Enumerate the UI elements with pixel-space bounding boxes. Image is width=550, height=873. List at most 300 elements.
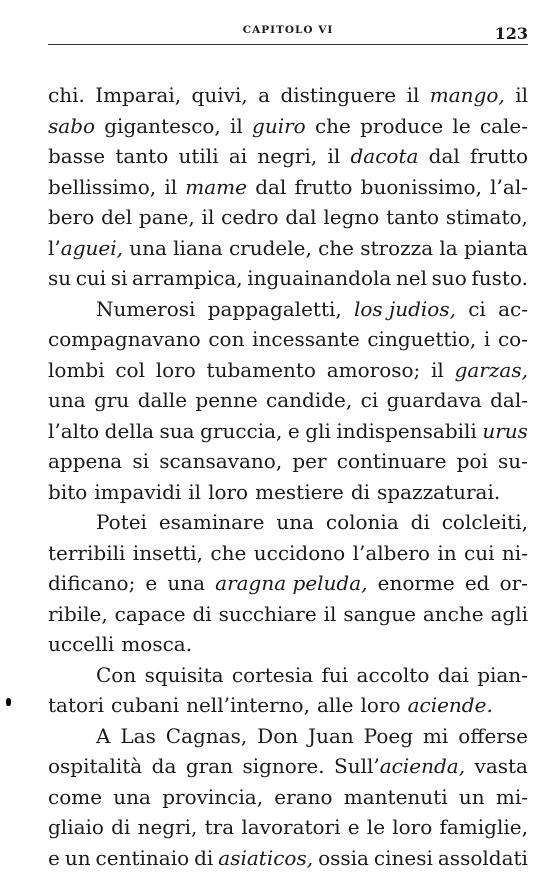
word-text: su — [48, 266, 71, 290]
word-text: che — [318, 236, 354, 260]
word — [111, 812, 130, 843]
word-text: dai — [438, 663, 469, 687]
word — [490, 172, 528, 203]
word — [274, 782, 332, 813]
word — [115, 355, 145, 386]
word — [252, 111, 306, 142]
word — [458, 721, 528, 752]
word-text: loro — [208, 480, 248, 504]
word — [348, 812, 360, 843]
word — [188, 477, 201, 508]
word-text: che — [315, 114, 351, 138]
word-text: pian- — [477, 663, 528, 687]
italic-term: aciende. — [408, 693, 493, 717]
text-line — [48, 294, 528, 325]
word — [208, 294, 342, 325]
word-text: anche — [423, 602, 484, 626]
text-line — [48, 538, 528, 569]
text-line — [48, 355, 528, 386]
word-text: fui — [322, 663, 349, 687]
word-text: crudele, — [229, 236, 312, 260]
word — [166, 721, 247, 752]
word — [266, 385, 352, 416]
word-text: del — [101, 205, 132, 229]
word-text: nel — [396, 266, 427, 290]
word-text: uccidono — [254, 541, 345, 565]
word — [48, 233, 123, 264]
word — [484, 324, 490, 355]
word-text: le — [452, 114, 470, 138]
word-text: una — [167, 571, 205, 595]
word-text: tatori — [48, 693, 104, 717]
word-text: a — [258, 83, 270, 107]
word-text: gli — [305, 419, 331, 443]
word — [101, 202, 132, 233]
word-text: tanto — [115, 144, 168, 168]
word — [247, 263, 391, 294]
text-line — [48, 721, 528, 752]
word-text: Poeg — [364, 724, 413, 748]
word — [351, 141, 419, 172]
word-text: di — [111, 815, 130, 839]
word — [439, 233, 457, 264]
word-text: or- — [500, 571, 528, 595]
word — [327, 355, 421, 386]
word — [162, 782, 263, 813]
word — [336, 416, 476, 447]
word — [139, 202, 195, 233]
word — [343, 599, 416, 630]
word — [285, 202, 316, 233]
word — [104, 111, 221, 142]
word-text: la — [439, 236, 457, 260]
italic-term: garzas, — [455, 358, 528, 382]
word-text: compagnavano — [48, 327, 201, 351]
word — [48, 141, 105, 172]
word-text: cui — [464, 541, 494, 565]
word-text: spazzaturai. — [377, 480, 500, 504]
word — [378, 568, 455, 599]
word — [446, 202, 528, 233]
word — [452, 111, 470, 142]
word-text: ci — [468, 297, 486, 321]
word-text: di — [194, 846, 213, 870]
word-text: mi- — [496, 785, 528, 809]
word-text: mi — [423, 724, 448, 748]
word — [255, 477, 344, 508]
word — [361, 690, 401, 721]
word — [423, 721, 448, 752]
word — [327, 141, 340, 172]
word — [317, 690, 354, 721]
word-text: Don — [257, 724, 298, 748]
word — [138, 385, 187, 416]
word-text: ospitalità — [48, 754, 142, 778]
text-line — [48, 385, 528, 416]
word-text: e — [348, 815, 360, 839]
word-text: Potei — [96, 510, 147, 534]
word-text: A — [96, 724, 110, 748]
word — [48, 812, 104, 843]
word-text: negri, — [257, 144, 317, 168]
word — [254, 538, 345, 569]
word — [48, 416, 99, 447]
word — [411, 507, 430, 538]
word — [392, 812, 432, 843]
word — [129, 233, 167, 264]
word-text: su- — [498, 449, 528, 473]
word-text: gliaio — [48, 815, 104, 839]
word-text: si — [111, 266, 128, 290]
italic-term: dacota — [351, 144, 419, 168]
word — [374, 843, 433, 873]
word-text: come — [48, 785, 102, 809]
word — [361, 172, 482, 203]
italic-term: aguei, — [61, 236, 123, 260]
word — [48, 385, 86, 416]
word — [160, 416, 195, 447]
word-text: gigantesco, — [104, 114, 221, 138]
word-text: legno — [323, 205, 379, 229]
word — [468, 294, 486, 325]
italic-term: mame — [185, 175, 247, 199]
word — [96, 843, 190, 873]
word — [464, 538, 494, 569]
word — [498, 294, 528, 325]
word-text: esaminare — [159, 510, 265, 534]
word-text: capace — [115, 602, 186, 626]
word-text: l’ — [48, 236, 61, 260]
word — [208, 477, 248, 508]
text-line — [48, 416, 528, 447]
word — [387, 385, 482, 416]
word — [145, 568, 157, 599]
word — [48, 446, 122, 477]
word — [423, 599, 484, 630]
word — [230, 111, 243, 142]
text-line — [48, 324, 528, 355]
word — [490, 385, 528, 416]
word-text: arrampica, — [132, 266, 243, 290]
word-text: gran — [186, 754, 233, 778]
word — [500, 568, 528, 599]
word-text: una — [276, 510, 314, 534]
word — [48, 843, 60, 873]
word-text: liana — [173, 236, 223, 260]
word-text: e — [145, 571, 157, 595]
word-text: sua — [160, 419, 195, 443]
word-text: tanto — [386, 205, 439, 229]
word-text: tra — [205, 815, 235, 839]
word — [96, 660, 136, 691]
text-line — [48, 141, 528, 172]
word-text: dalle — [138, 388, 187, 412]
word — [48, 782, 102, 813]
word-text: penne — [195, 388, 257, 412]
word — [205, 812, 235, 843]
text-line — [48, 80, 528, 111]
word — [257, 721, 298, 752]
word — [471, 263, 528, 294]
word-text: della — [105, 419, 154, 443]
word-text: un — [65, 846, 91, 870]
word-text: quivi, — [192, 83, 248, 107]
word — [202, 202, 215, 233]
word — [334, 751, 465, 782]
word-text: ed — [465, 571, 490, 595]
word-text: loro — [156, 358, 196, 382]
word-text: loro — [392, 815, 432, 839]
word — [357, 660, 430, 691]
word — [48, 263, 71, 294]
word — [96, 721, 110, 752]
word-text: gruccia, — [200, 419, 282, 443]
word — [457, 446, 488, 477]
word-text: vasta — [475, 754, 528, 778]
word — [48, 172, 156, 203]
word-text: che — [210, 541, 246, 565]
word — [305, 416, 331, 447]
word-text: utili — [178, 144, 218, 168]
word-text: Imparai, — [95, 83, 181, 107]
text-line — [48, 172, 528, 203]
word — [288, 416, 300, 447]
word-text: enorme — [378, 571, 455, 595]
text-line — [48, 782, 528, 813]
word-text: dal- — [490, 388, 528, 412]
word-text: e — [288, 419, 300, 443]
word-text: Numerosi — [96, 297, 195, 321]
word-text: nell’interno, — [186, 693, 310, 717]
word — [323, 202, 379, 233]
word — [215, 568, 367, 599]
word-text: co- — [498, 327, 528, 351]
word — [229, 141, 247, 172]
word-text: impavidi — [94, 480, 181, 504]
word-text: da — [152, 754, 177, 778]
word-text: cortesia — [232, 663, 313, 687]
word — [185, 172, 247, 203]
word — [173, 233, 223, 264]
word — [408, 690, 493, 721]
word — [377, 477, 500, 508]
word-text: i — [484, 327, 490, 351]
running-head: CAPITOLO VI — [48, 24, 528, 36]
word — [407, 80, 420, 111]
word — [167, 568, 205, 599]
word-text: negri, — [138, 815, 198, 839]
word — [241, 812, 340, 843]
word — [48, 324, 201, 355]
word-text: mestiere — [255, 480, 344, 504]
word — [219, 599, 317, 630]
word-text: frutto — [470, 144, 528, 168]
word-text: chi. — [48, 83, 85, 107]
word-text: provincia, — [162, 785, 263, 809]
word — [280, 80, 396, 111]
word — [111, 690, 179, 721]
word — [229, 233, 312, 264]
word-text: tubamento — [207, 358, 316, 382]
word-text: dal — [429, 144, 460, 168]
word — [186, 690, 310, 721]
word — [94, 477, 181, 508]
word-text: loro — [361, 693, 401, 717]
word — [76, 263, 106, 294]
word-text: ci — [361, 388, 379, 412]
word-text: cale- — [480, 114, 528, 138]
word-text: cinesi — [374, 846, 433, 870]
word-text: per — [292, 449, 326, 473]
word — [258, 80, 270, 111]
word — [429, 141, 460, 172]
word — [232, 660, 313, 691]
word-text: Las — [120, 724, 155, 748]
text-line — [48, 233, 528, 264]
word-text: dal — [255, 175, 286, 199]
word — [96, 507, 147, 538]
word — [257, 141, 317, 172]
word — [477, 660, 528, 691]
word — [396, 263, 427, 294]
word — [121, 629, 192, 660]
word — [364, 721, 413, 752]
word — [96, 294, 195, 325]
word-text: l’al- — [490, 175, 528, 199]
word-text: di — [192, 602, 211, 626]
word — [210, 538, 246, 569]
word — [490, 599, 528, 630]
word-text: una — [113, 785, 151, 809]
italic-term: aragna peluda, — [215, 571, 367, 595]
italic-term: guiro — [252, 114, 306, 138]
word — [164, 172, 177, 203]
word — [470, 141, 528, 172]
word — [195, 385, 257, 416]
word — [295, 172, 353, 203]
word-text: cui — [76, 266, 106, 290]
word — [367, 812, 385, 843]
word-text: pappagaletti, — [208, 297, 342, 321]
word — [360, 111, 443, 142]
text-line — [48, 812, 528, 843]
word-text: mosca. — [121, 632, 192, 656]
word — [292, 446, 326, 477]
word — [178, 141, 218, 172]
word-text: col — [115, 358, 145, 382]
word-text: e — [48, 846, 60, 870]
word-text: le — [367, 815, 385, 839]
word-text: strozza — [360, 236, 433, 260]
word-text: una — [48, 388, 86, 412]
word — [48, 355, 105, 386]
word — [48, 751, 142, 782]
word — [115, 599, 186, 630]
text-line — [48, 446, 528, 477]
word — [438, 660, 469, 691]
word-text: un — [459, 785, 485, 809]
word-text: lombi — [48, 358, 105, 382]
word-text: signore. — [242, 754, 324, 778]
word-text: cinguettio, — [367, 327, 476, 351]
word-text: il — [202, 205, 215, 229]
word — [318, 843, 369, 873]
word-text: erano — [274, 785, 332, 809]
word — [438, 843, 528, 873]
word — [308, 721, 354, 752]
word — [48, 538, 125, 569]
word-text: dal — [285, 205, 316, 229]
word — [465, 568, 490, 599]
word — [221, 202, 278, 233]
word — [115, 141, 168, 172]
text-line — [48, 690, 528, 721]
text-line — [48, 111, 528, 142]
word — [318, 233, 354, 264]
word-text: mantenuti — [344, 785, 448, 809]
word — [353, 538, 430, 569]
word — [95, 80, 181, 111]
word — [354, 294, 456, 325]
text-line — [48, 843, 528, 873]
word-text: Cagnas, — [166, 724, 247, 748]
page-number: 123 — [495, 26, 528, 42]
word — [496, 782, 528, 813]
word — [218, 843, 313, 873]
word — [159, 507, 265, 538]
text-line — [48, 568, 528, 599]
word — [437, 538, 456, 569]
word-text: indispensabili — [336, 419, 476, 443]
word-text: ai — [229, 144, 247, 168]
word — [431, 355, 444, 386]
word — [324, 599, 337, 630]
word-text: sangue — [343, 602, 416, 626]
text-line — [48, 751, 528, 782]
word-text: squisita — [145, 663, 224, 687]
word-text: in — [437, 541, 456, 565]
body-text — [48, 80, 528, 873]
word-text: guardava — [387, 388, 482, 412]
word-text: il — [431, 358, 444, 382]
word — [455, 355, 528, 386]
word-text: con — [208, 327, 244, 351]
word-text: ossia — [318, 846, 369, 870]
word — [464, 233, 528, 264]
word — [459, 782, 485, 813]
word-text: stimato, — [446, 205, 528, 229]
word-text: ni- — [502, 541, 528, 565]
word-text: pane, — [139, 205, 195, 229]
word-text: cedro — [221, 205, 278, 229]
word-text: pianta — [464, 236, 528, 260]
word-text: famiglie, — [439, 815, 527, 839]
word-text: inguainandola — [247, 266, 391, 290]
word-text: produce — [360, 114, 443, 138]
word-text: centinaio — [96, 846, 190, 870]
word — [498, 324, 528, 355]
word-text: alle — [317, 693, 354, 717]
word — [498, 446, 528, 477]
word — [192, 599, 211, 630]
word — [276, 507, 314, 538]
word-text: appena — [48, 449, 122, 473]
word-text: bero — [48, 205, 94, 229]
word-text: il — [230, 114, 243, 138]
italic-term: urus — [482, 419, 528, 443]
word-text: Juan — [308, 724, 354, 748]
word-text: Con — [96, 663, 136, 687]
